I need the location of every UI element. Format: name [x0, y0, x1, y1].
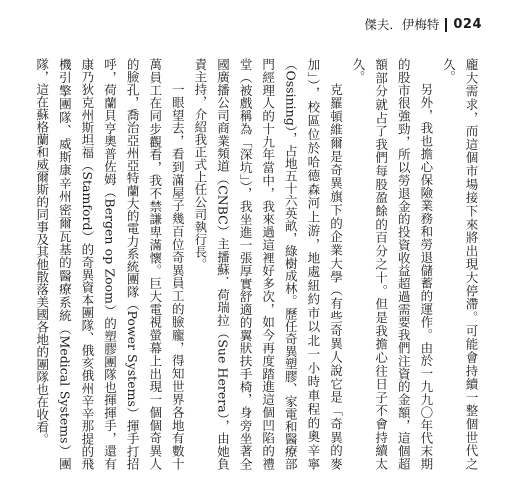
running-title: 傑夫．伊梅特: [364, 17, 440, 32]
running-header: [364, 18, 482, 32]
header-divider: [445, 18, 447, 32]
page-number: 024: [453, 17, 482, 32]
vertical-body-text: [34, 58, 482, 470]
paragraph: 克羅頓維爾是奇異旗下的企業大學（有些奇異人說它是「奇異的麥加」），校區位於哈德森河上游，地處紐約市以北一小時車程的奧辛寧（Ossining），占地五十六英畝，綠樹成林。歷任奇異塑膠、家電和醫療部門經理人的十九年當中，我來過這裡好多次，如今再度踏進這個凹陷的禮堂（被戲稱為「深坑」），我坐進一張厚實舒適的翼狀扶手椅，身旁坐著全國廣播公司商業頻道（CNBC）主播蘇．荷瑞拉（Sue Herera），由她負責主持，介紹我正式上任公司執行長。: [192, 58, 344, 470]
paragraph: 一眼望去，看到滿屋子幾百位奇異員工的臉龐，得知世界各地有數十萬員工在同步觀看，我不禁謙卑滿懷。巨大電視螢幕上出現一個個奇異人的臉孔，喬治亞州亞特蘭大的電力系統團隊（Power Systems）揮手打招呼，荷蘭貝亨奧普佐姆（Bergen op Zoom）的塑膠團隊也揮揮手，還有康乃狄克州斯坦福（Stamford）的奇異資本團隊、俄亥俄州辛辛那提的飛機引擎團隊、威斯康辛州密爾瓦基的醫療系統（Medical Systems）團隊，這在蘇格蘭和威爾斯的同事及其他散落美國各地的團隊也在收看。: [34, 58, 186, 470]
paragraph: 另外，我也擔心保險業務和勞退儲蓄的運作。由於一九九〇年代末期的股市很強勁，所以勞退金的投資收益超過需要我們注資的金額，這個超額部分就占了我們每股盈餘的百分之十。但是我擔心往日子不會持續太久。: [351, 58, 434, 470]
paragraph-continued: 龐大需求，而這個市場接下來將出現大停滯。可能會持續一整個世代之久。: [441, 58, 479, 470]
